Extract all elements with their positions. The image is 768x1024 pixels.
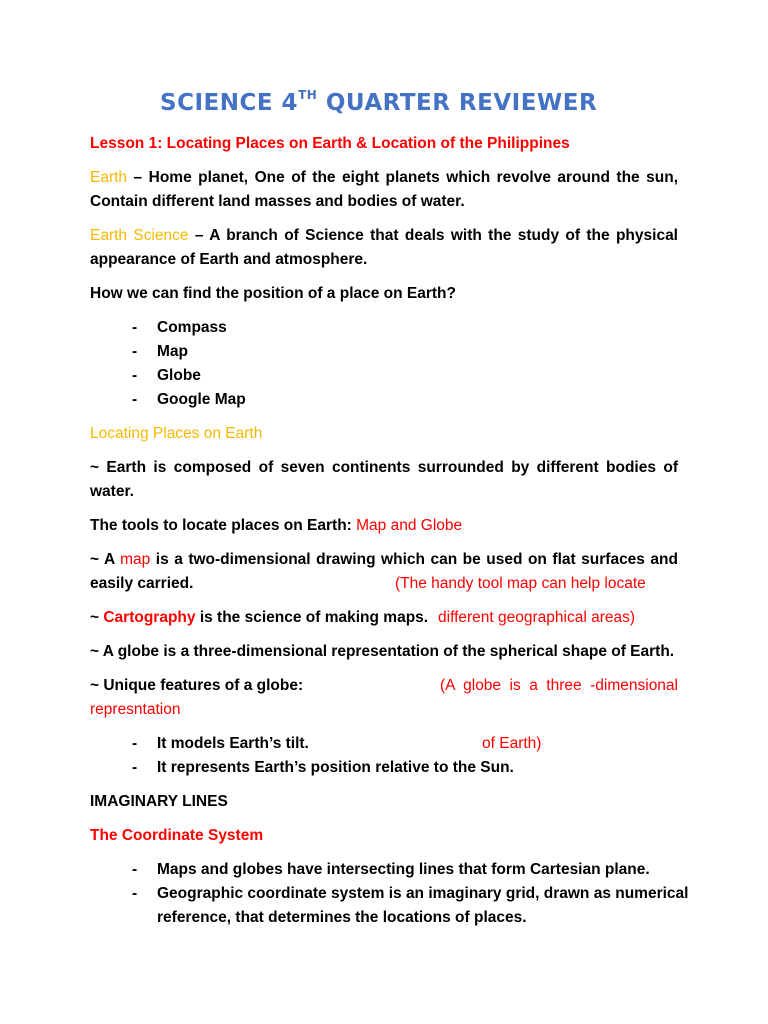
imaginary-lines-heading: IMAGINARY LINES	[90, 793, 228, 810]
earth-science-definition-line1: Earth Science – A branch of Science that deals with the study of the physical	[90, 227, 678, 244]
bullet-dash: -	[132, 319, 138, 336]
bullet-dash: -	[132, 759, 138, 776]
bullet-dash: -	[132, 367, 138, 384]
list-item: Globe	[157, 367, 201, 384]
continents-line2: water.	[90, 483, 134, 500]
continents-line1: ~ Earth is composed of seven continents surrounded by different bodies of	[90, 459, 678, 476]
earth-definition-line2: Contain different land masses and bodies of water.	[90, 193, 465, 210]
globe-note-line1: (A globe is a three -dimensional	[440, 677, 678, 694]
map-definition-line2: easily carried.	[90, 575, 194, 592]
globe-note-line2: represntation	[90, 701, 181, 718]
bullet-dash: -	[132, 861, 138, 878]
page-title: SCIENCE 4TH QUARTER REVIEWER	[160, 88, 598, 116]
map-note-line2: different geographical areas)	[438, 609, 636, 626]
list-item: Geographic coordinate system is an imaginary grid, drawn as numerical	[157, 885, 689, 902]
coordinate-system-heading: The Coordinate System	[90, 827, 264, 844]
earth-definition-line1: Earth – Home planet, One of the eight planets which revolve around the sun,	[90, 169, 678, 186]
map-definition-line1: ~ A map is a two-dimensional drawing which can be used on flat surfaces and	[90, 551, 678, 568]
list-item: It represents Earth’s position relative to the Sun.	[157, 759, 514, 776]
list-item: Google Map	[157, 391, 246, 408]
earth-science-definition-line2: appearance of Earth and atmosphere.	[90, 251, 368, 268]
map-note-line1: (The handy tool map can help locate	[395, 575, 646, 592]
list-item: Maps and globes have intersecting lines that form Cartesian plane.	[157, 861, 650, 878]
lesson-heading: Lesson 1: Locating Places on Earth & Location of the Philippines	[90, 135, 570, 152]
bullet-dash: -	[132, 391, 138, 408]
list-item-continuation: reference, that determines the locations of places.	[157, 909, 527, 926]
list-item: Map	[157, 343, 188, 360]
bullet-dash: -	[132, 885, 138, 902]
list-item: Compass	[157, 319, 227, 336]
locating-places-heading: Locating Places on Earth	[90, 425, 263, 442]
globe-definition: ~ A globe is a three-dimensional representation of the spherical shape of Earth.	[90, 643, 675, 660]
unique-features-label: ~ Unique features of a globe:	[90, 677, 304, 694]
list-item: It models Earth’s tilt.	[157, 735, 309, 752]
tools-sentence: The tools to locate places on Earth: Map and Globe	[90, 517, 463, 534]
position-question: How we can find the position of a place on Earth?	[90, 285, 456, 302]
bullet-dash: -	[132, 735, 138, 752]
bullet-dash: -	[132, 343, 138, 360]
cartography-definition: ~ Cartography is the science of making maps.	[90, 609, 429, 626]
globe-note-line3: of Earth)	[482, 735, 542, 752]
